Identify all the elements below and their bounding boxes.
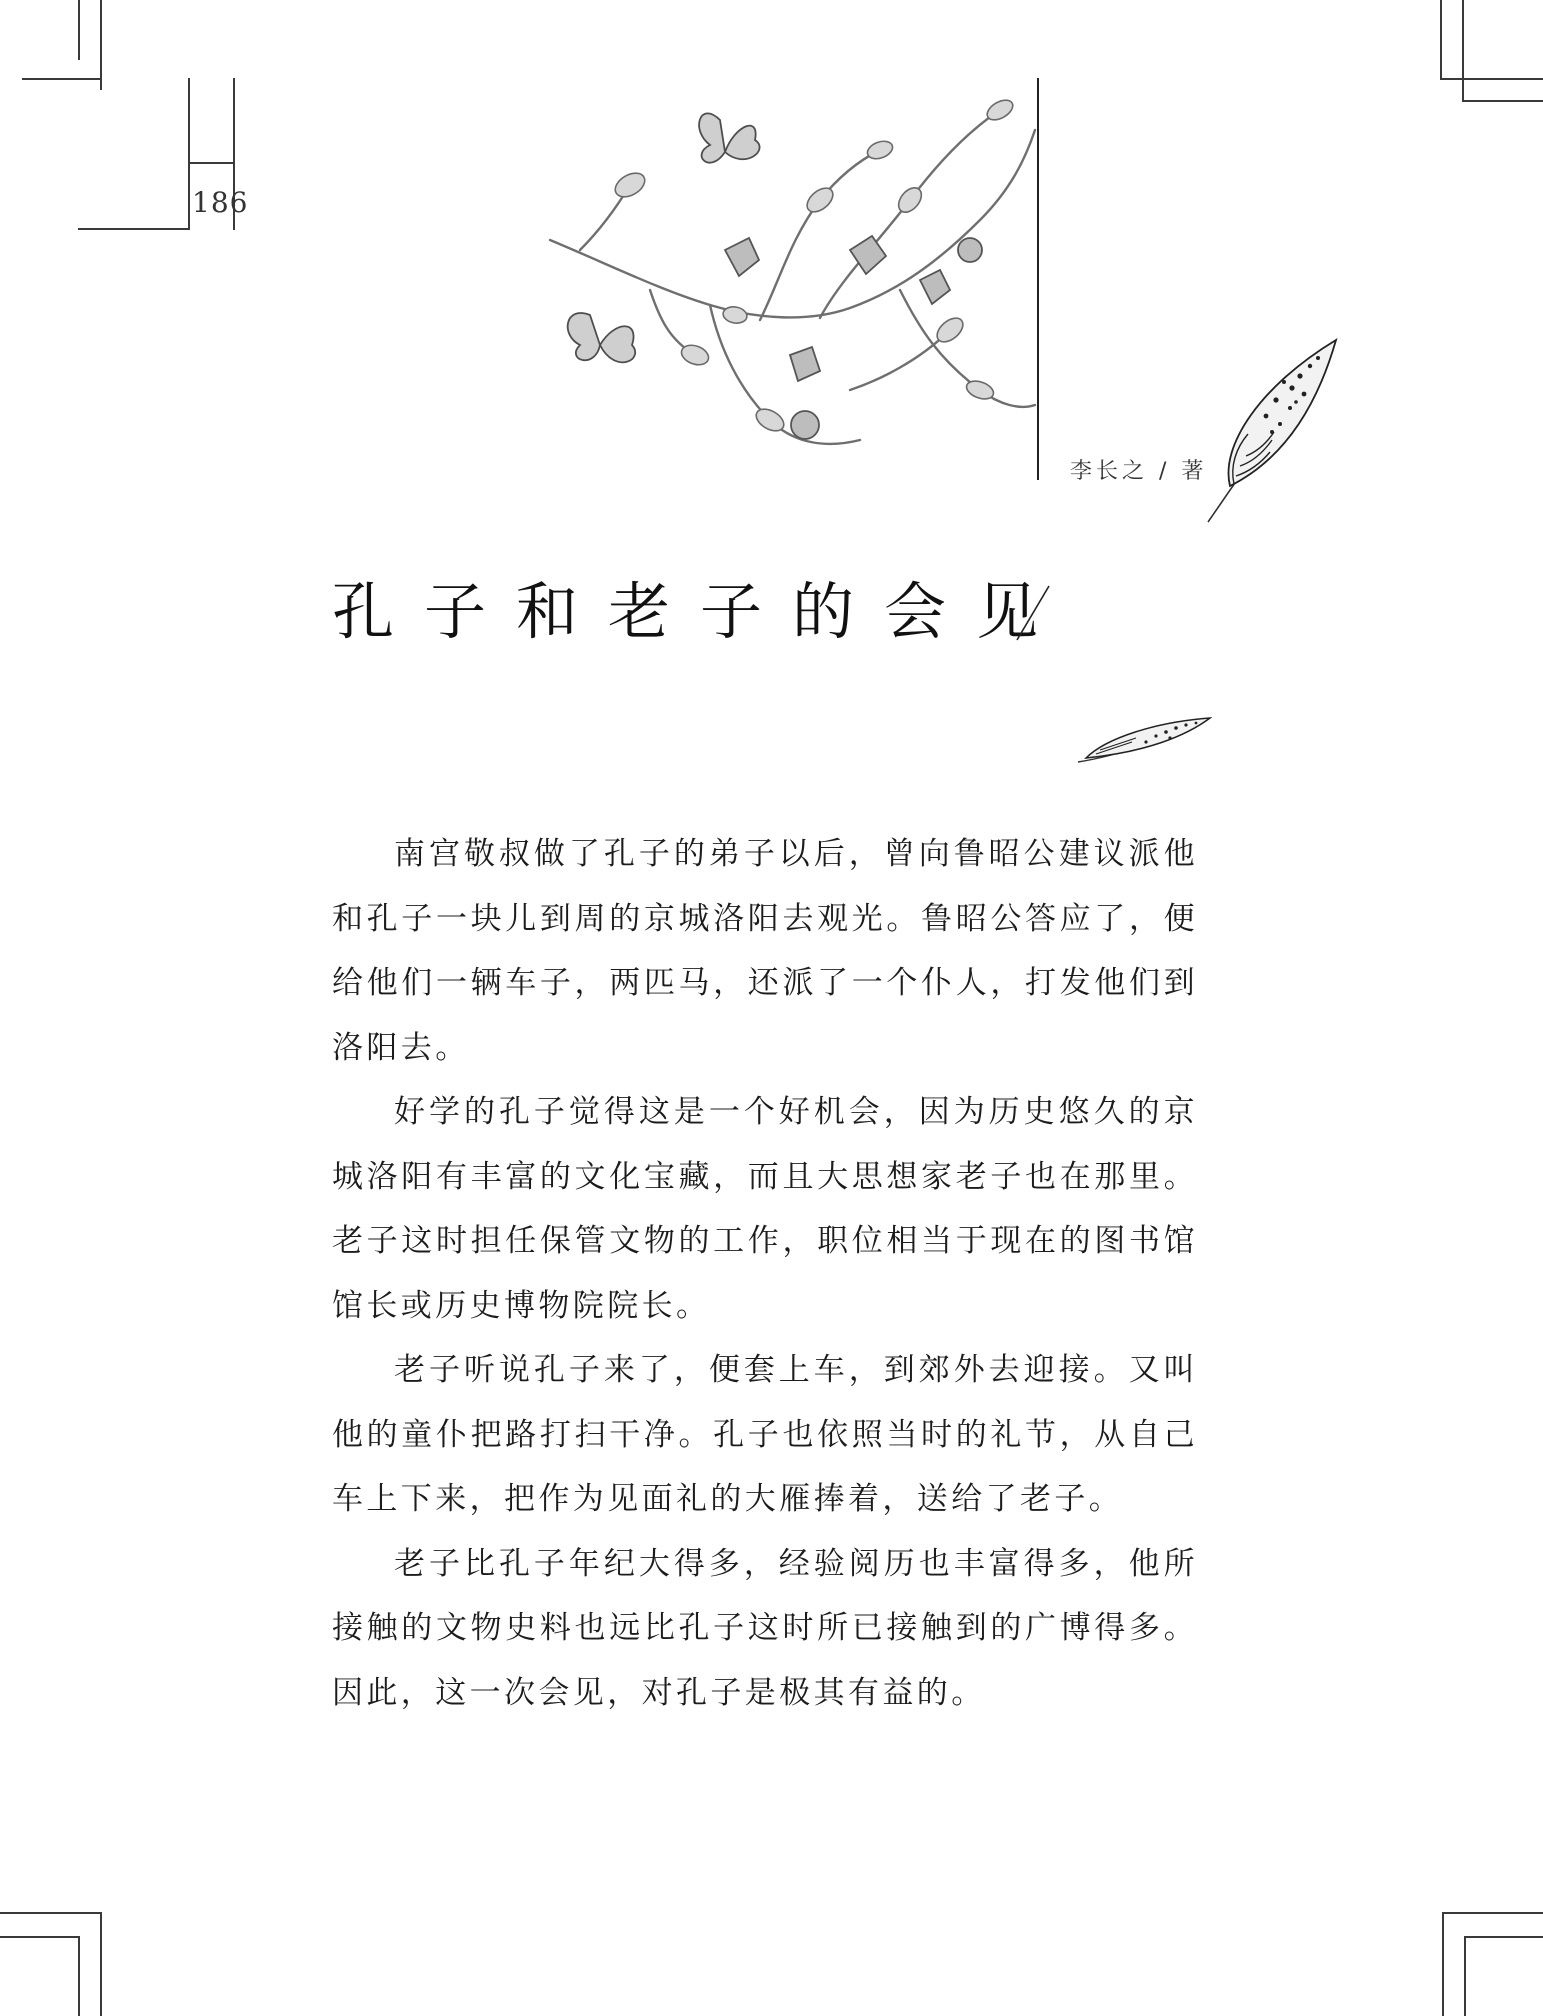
crop-mark xyxy=(22,78,102,80)
crop-mark xyxy=(0,1912,102,1914)
feather-icon xyxy=(1076,716,1212,766)
crop-mark xyxy=(100,0,102,90)
title-slash-ornament xyxy=(1013,582,1053,644)
crop-mark xyxy=(78,228,190,230)
crop-mark xyxy=(1440,0,1442,80)
paragraph: 南宫敬叔做了孔子的弟子以后，曾向鲁昭公建议派他和孔子一块儿到周的京城洛阳去观光。鲁昭公答应了，便给他们一辆车子，两匹马，还派了一个仆人，打发他们到洛阳去。 xyxy=(332,836,1198,1066)
crop-mark xyxy=(1442,1912,1543,1914)
vertical-rule xyxy=(1037,78,1039,480)
crop-mark xyxy=(1442,78,1543,80)
crop-mark xyxy=(1462,0,1464,100)
author-byline: 李长之 / 著 xyxy=(1070,459,1208,484)
crop-mark xyxy=(1442,1912,1444,2016)
crop-mark xyxy=(1464,1936,1466,2016)
paragraph: 老子听说孔子来了，便套上车，到郊外去迎接。又叫他的童仆把路打扫干净。孔子也依照当时的礼节，从自己车上下来，把作为见面礼的大雁捧着，送给了老子。 xyxy=(332,1352,1198,1517)
flower-illustration xyxy=(520,90,1040,470)
crop-mark xyxy=(188,78,190,230)
crop-mark xyxy=(0,1936,80,1938)
paragraph: 老子比孔子年纪大得多，经验阅历也丰富得多，他所接触的文物史料也远比孔子这时所已接触到的广博得多。因此，这一次会见，对孔子是极其有益的。 xyxy=(332,1545,1198,1711)
crop-mark xyxy=(100,1912,102,2016)
crop-mark xyxy=(1464,1936,1543,1938)
crop-mark xyxy=(78,1936,80,2016)
feather-icon xyxy=(1200,336,1340,526)
paragraph: 好学的孔子觉得这是一个好机会，因为历史悠久的京城洛阳有丰富的文化宝藏，而且大思想家老子也在那里。老子这时担任保管文物的工作，职位相当于现在的图书馆馆长或历史博物院院长。 xyxy=(332,1094,1198,1324)
crop-mark xyxy=(190,162,235,164)
article-body xyxy=(332,822,1198,1725)
page-number: 186 xyxy=(192,186,249,219)
crop-mark xyxy=(78,0,80,60)
page-title: 孔子和老子的会见 xyxy=(332,575,1069,648)
crop-mark xyxy=(1462,100,1543,102)
